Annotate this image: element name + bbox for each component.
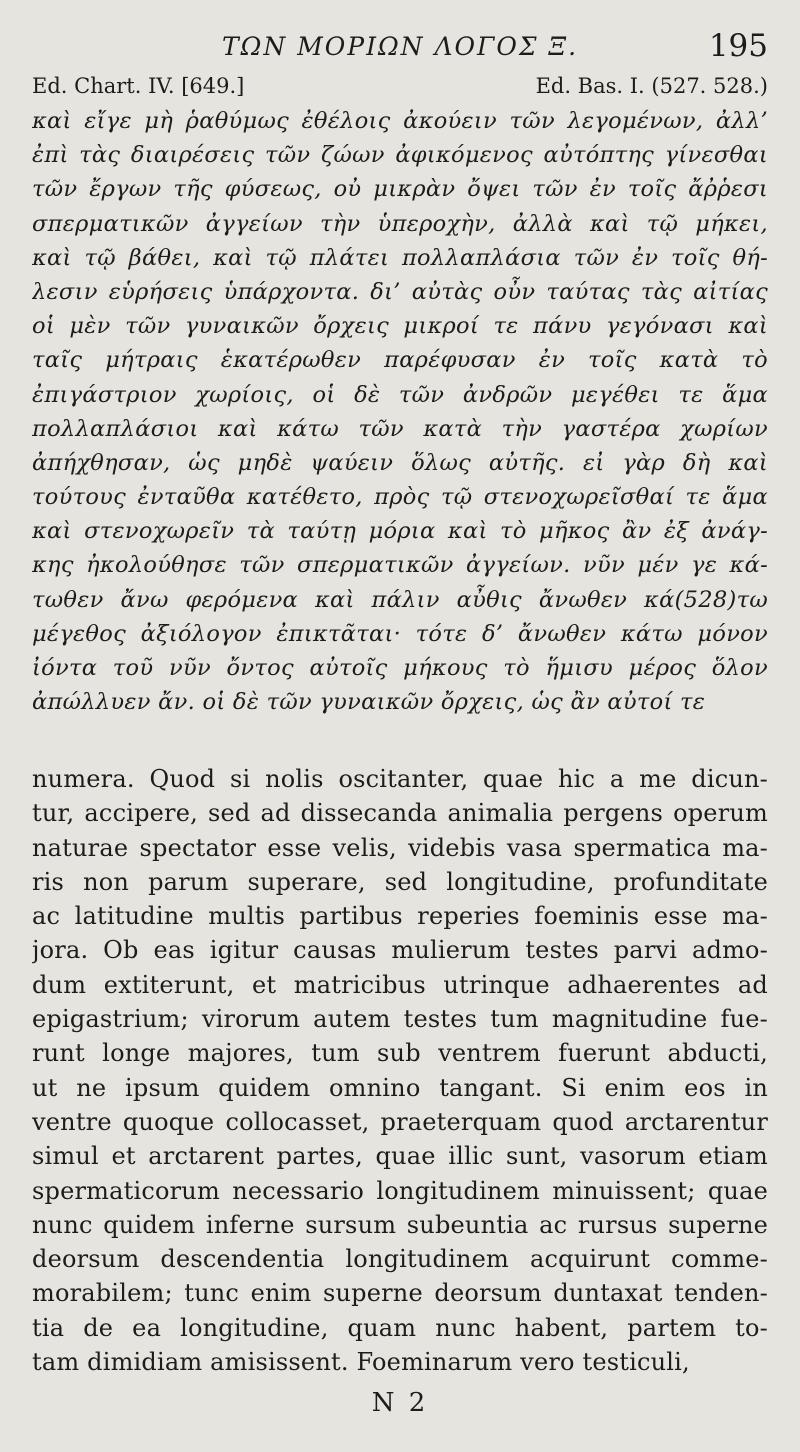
edition-references <box>32 74 768 102</box>
greek-line: ἐπὶ τὰς διαιρέσεις τῶν ζώων ἀφικόμενος αὐτόπτης γίνεσθαι <box>32 142 768 169</box>
latin-line: deorsum descendentia longitudinem acquirunt comme- <box>32 1245 768 1274</box>
latin-line: tia de ea longitudine, quam nunc habent, partem to- <box>32 1313 768 1342</box>
greek-line: ἰόντα τοῦ νῦν ὄντος αὐτοῖς μήκους τὸ ἥμισυ μέρος ὅλον <box>32 655 768 681</box>
greek-line: οἱ μὲν τῶν γυναικῶν ὄρχεις μικροί τε πάνυ γεγόνασι καὶ <box>32 313 768 340</box>
printer-signature-mark: N 2 <box>371 1388 429 1418</box>
running-title: ΤΩΝ ΜΟΡΙΩΝ ΛΟΓΟΣ Ξ. <box>221 32 579 61</box>
greek-line: ἀπώλλυεν ἄν. οἱ δὲ τῶν γυναικῶν ὄρχεις, ὡς ἂν αὐτοί τε <box>32 689 706 716</box>
greek-line: καὶ στενοχωρεῖν τὰ ταύτῃ μόρια καὶ τὸ μῆκος ἂν ἐξ ἀνάγ- <box>32 518 768 545</box>
running-head <box>32 28 768 68</box>
greek-line: τούτους ἐνταῦθα κατέθετο, πρὸς τῷ στενοχωρεῖσθαί τε ἅμα <box>32 484 768 511</box>
latin-line: naturae spectator esse velis, videbis vasa spermatica ma- <box>32 833 768 862</box>
edition-reference-basel: Ed. Bas. I. (527. 528.) <box>535 74 768 98</box>
greek-line: τωθεν ἄνω φερόμενα καὶ πάλιν αὖθις ἄνωθεν κά(528)τω <box>32 586 768 613</box>
latin-line: jora. Ob eas igitur causas mulierum testes parvi admo- <box>32 936 768 965</box>
latin-line: simul et arctarent partes, quae illic sunt, vasorum etiam <box>32 1142 768 1171</box>
page-number: 195 <box>708 28 768 64</box>
greek-line: καὶ εἴγε μὴ ῥαθύμως ἐθέλοις ἀκούειν τῶν λεγομένων, ἀλλ’ <box>32 108 768 134</box>
latin-line: spermaticorum necessario longitudinem minuissent; quae <box>32 1176 768 1205</box>
latin-text <box>32 762 768 1379</box>
latin-line: ac latitudine multis partibus reperies foeminis esse ma- <box>32 902 768 931</box>
latin-line: tam dimidiam amisissent. Foeminarum vero testiculi, <box>32 1348 690 1377</box>
greek-line: κης ἠκολούθησε τῶν σπερματικῶν ἀγγείων. νῦν μέν γε κά- <box>32 552 768 579</box>
greek-text <box>32 104 768 719</box>
greek-line: μέγεθος ἀξιόλογον ἐπικτᾶται· τότε δ’ ἄνωθεν κάτω μόνον <box>32 620 768 647</box>
latin-line: ut ne ipsum quidem omnino tangant. Si enim eos in <box>32 1073 768 1102</box>
latin-line: morabilem; tunc enim superne deorsum duntaxat tenden- <box>32 1279 768 1308</box>
latin-line: ventre quoque collocasset, praeterquam quod arctarentur <box>32 1107 768 1136</box>
latin-line: runt longe majores, tum sub ventrem fuerunt abducti, <box>32 1039 768 1068</box>
greek-line: πολλαπλάσιοι καὶ κάτω τῶν κατὰ τὴν γαστέρα χωρίων <box>32 415 768 442</box>
greek-line: ἐπιγάστριον χωρίοις, οἱ δὲ τῶν ἀνδρῶν μεγέθει τε ἅμα <box>32 381 768 408</box>
greek-line: ἀπήχθησαν, ὡς μηδὲ ψαύειν ὅλως αὐτῆς. εἰ γὰρ δὴ καὶ <box>32 449 768 476</box>
latin-line: numera. Quod si nolis oscitanter, quae hic a me dicun- <box>32 765 768 793</box>
greek-line: καὶ τῷ βάθει, καὶ τῷ πλάτει πολλαπλάσια τῶν ἐν τοῖς θή- <box>32 244 768 271</box>
latin-line: nunc quidem inferne sursum subeuntia ac rursus superne <box>32 1210 768 1239</box>
latin-line: dum extiterunt, et matricibus utrinque adhaerentes ad <box>32 970 768 999</box>
greek-line: σπερματικῶν ἀγγείων τὴν ὑπεροχὴν, ἀλλὰ καὶ τῷ μήκει, <box>32 210 768 237</box>
greek-line: ταῖς μήτραις ἑκατέρωθεν παρέφυσαν ἐν τοῖς κατὰ τὸ <box>32 347 768 374</box>
latin-line: tur, accipere, sed ad dissecanda animalia pergens operum <box>32 799 768 828</box>
latin-line: epigastrium; virorum autem testes tum magnitudine fue- <box>32 1005 768 1034</box>
greek-line: τῶν ἔργων τῆς φύσεως, οὐ μικρὰν ὄψει τῶν ἐν τοῖς ἄῤῥεσι <box>32 176 768 203</box>
greek-line: λεσιν εὑρήσεις ὑπάρχοντα. δι’ αὐτὰς οὖν ταύτας τὰς αἰτίας <box>32 278 768 305</box>
edition-reference-chartier: Ed. Chart. IV. [649.] <box>32 74 245 98</box>
latin-line: ris non parum superare, sed longitudine, profunditate <box>32 867 768 896</box>
